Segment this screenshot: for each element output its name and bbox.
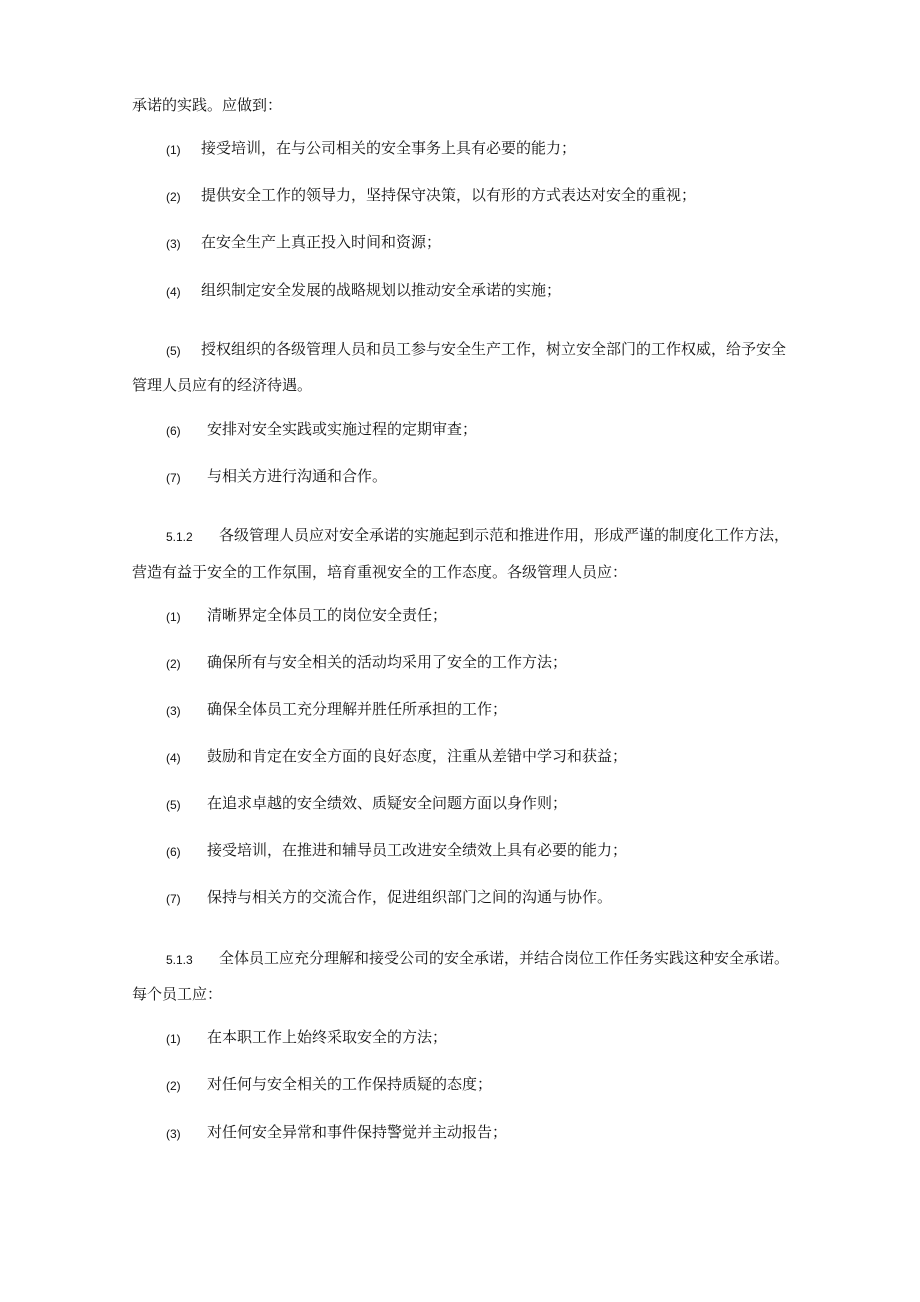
list1-item5-number: (5)	[166, 344, 181, 358]
list2-item4-number: (4)	[166, 751, 181, 765]
section-5-1-2-line1: 各级管理人员应对安全承诺的实施起到示范和推进作用，形成严谨的制度化工作方法，	[219, 526, 790, 544]
section-5-1-3-line1: 全体员工应充分理解和接受公司的安全承诺，并结合岗位工作任务实践这种安全承诺。	[219, 949, 790, 967]
list2-item2-text: 确保所有与安全相关的活动均采用了安全的工作方法；	[207, 653, 568, 671]
list2-item5-text: 在追求卓越的安全绩效、质疑安全问题方面以身作则；	[207, 794, 568, 812]
section-5-1-2-line2: 营造有益于安全的工作氛围，培育重视安全的工作态度。各级管理人员应：	[132, 563, 628, 581]
list1-item4-text: 组织制定安全发展的战略规划以推动安全承诺的实施；	[201, 281, 562, 299]
list2-item4-text: 鼓励和肯定在安全方面的良好态度，注重从差错中学习和获益；	[207, 747, 628, 765]
list1-item1-number: (1)	[166, 143, 181, 157]
list1-item5-continuation: 管理人员应有的经济待遇。	[132, 376, 313, 394]
list3-item2-number: (2)	[166, 1079, 181, 1093]
section-5-1-2-number: 5.1.2	[166, 530, 193, 544]
list1-item2-text: 提供安全工作的领导力，坚持保守决策，以有形的方式表达对安全的重视；	[201, 186, 697, 204]
list1-item3-text: 在安全生产上真正投入时间和资源；	[201, 233, 442, 251]
list3-item3-text: 对任何安全异常和事件保持警觉并主动报告；	[207, 1123, 508, 1141]
list1-item3-number: (3)	[166, 237, 181, 251]
list2-item1-number: (1)	[166, 610, 181, 624]
list3-item1-number: (1)	[166, 1032, 181, 1046]
list2-item7-number: (7)	[166, 892, 181, 906]
list2-item6-text: 接受培训，在推进和辅导员工改进安全绩效上具有必要的能力；	[207, 841, 628, 859]
list2-item2-number: (2)	[166, 657, 181, 671]
list1-item4-number: (4)	[166, 285, 181, 299]
list1-item7-number: (7)	[166, 471, 181, 485]
list2-item6-number: (6)	[166, 845, 181, 859]
list1-item6-text: 安排对安全实践或实施过程的定期审查；	[207, 420, 478, 438]
list1-item1-text: 接受培训，在与公司相关的安全事务上具有必要的能力；	[201, 139, 577, 157]
list3-item2-text: 对任何与安全相关的工作保持质疑的态度；	[207, 1075, 493, 1093]
section-5-1-3-line2: 每个员工应：	[132, 985, 223, 1003]
list1-item2-number: (2)	[166, 190, 181, 204]
list3-item3-number: (3)	[166, 1127, 181, 1141]
list2-item5-number: (5)	[166, 798, 181, 812]
list2-item3-text: 确保全体员工充分理解并胜任所承担的工作；	[207, 700, 508, 718]
list3-item1-text: 在本职工作上始终采取安全的方法；	[207, 1028, 448, 1046]
list1-item5-text: 授权组织的各级管理人员和员工参与安全生产工作，树立安全部门的工作权威，给予安全	[201, 340, 787, 358]
list1-item6-number: (6)	[166, 424, 181, 438]
list2-item1-text: 清晰界定全体员工的岗位安全责任；	[207, 606, 448, 624]
list2-item7-text: 保持与相关方的交流合作，促进组织部门之间的沟通与协作。	[207, 888, 613, 906]
intro-text: 承诺的实践。应做到：	[132, 96, 283, 114]
list2-item3-number: (3)	[166, 704, 181, 718]
list1-item7-text: 与相关方进行沟通和合作。	[207, 467, 388, 485]
section-5-1-3-number: 5.1.3	[166, 953, 193, 967]
